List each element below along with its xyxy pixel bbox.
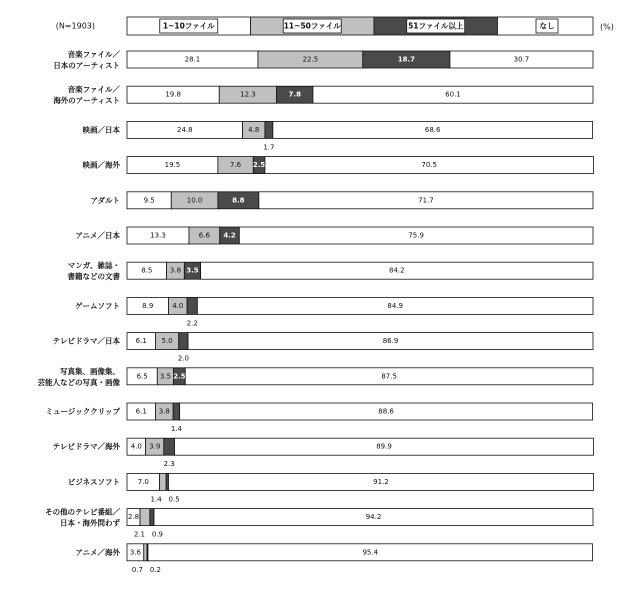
value-label-4-2: 7.6 <box>230 161 242 170</box>
legend-label-2: 11~50ファイル <box>283 21 341 31</box>
value-label-2-4: 60.1 <box>445 90 461 99</box>
value-label-12-2: 3.9 <box>149 442 161 451</box>
value-label-14-2: 2.1 <box>133 530 146 539</box>
sample-size-label: (N=1903) <box>55 21 95 31</box>
category-label-10-line-2: 芸能人などの写真・画像 <box>37 377 120 387</box>
value-label-13-3: 0.5 <box>168 495 180 504</box>
value-label-12-3: 2.3 <box>163 460 175 469</box>
value-label-2-3: 7.8 <box>288 90 301 99</box>
value-label-10-1: 6.5 <box>136 372 148 381</box>
value-label-9-3: 2.0 <box>177 354 189 363</box>
value-label-5-1: 9.5 <box>143 196 155 205</box>
category-label-2-line-2: 海外のアーティスト <box>53 96 120 106</box>
value-label-12-1: 4.0 <box>130 442 142 451</box>
category-label-9: テレビドラマ／日本 <box>52 336 120 346</box>
value-label-6-2: 6.6 <box>198 231 210 240</box>
category-label-3: 映画／日本 <box>82 125 120 135</box>
value-label-9-4: 86.9 <box>382 337 399 346</box>
value-label-2-2: 12.3 <box>240 90 256 99</box>
value-label-15-2: 0.7 <box>131 565 144 574</box>
bar-13-seg-2 <box>160 473 167 490</box>
category-label-14-line-2: 日本・海外問わず <box>60 518 120 528</box>
value-label-8-1: 8.9 <box>142 301 154 310</box>
value-label-11-3: 1.4 <box>170 425 182 433</box>
value-label-3-1: 24.8 <box>176 125 193 134</box>
category-label-1-line-2: 日本のアーティスト <box>53 61 120 70</box>
value-label-8-3: 2.2 <box>186 319 198 328</box>
value-label-3-3: 1.7 <box>263 143 275 152</box>
category-label-2-line-1: 音楽ファイル／ <box>67 85 120 95</box>
value-label-3-4: 68.6 <box>424 125 441 134</box>
category-label-4: 映画／海外 <box>82 160 120 170</box>
value-label-2-1: 19.8 <box>165 90 181 99</box>
value-label-4-1: 19.5 <box>164 161 181 170</box>
value-label-1-1: 28.1 <box>184 55 201 64</box>
value-label-5-4: 71.7 <box>418 196 434 205</box>
value-label-11-4: 88.6 <box>378 407 394 416</box>
value-label-12-4: 89.9 <box>376 442 392 451</box>
bar-12-seg-3 <box>164 438 175 455</box>
value-label-15-4: 95.4 <box>362 548 379 557</box>
bar-14-seg-3 <box>150 509 154 526</box>
value-label-8-4: 84.9 <box>387 301 403 310</box>
bar-3-seg-3 <box>265 121 273 138</box>
value-label-14-3: 0.9 <box>151 530 164 539</box>
value-label-8-2: 4.0 <box>172 301 184 310</box>
value-label-15-3: 0.2 <box>149 565 162 574</box>
value-label-14-4: 94.2 <box>365 513 382 522</box>
value-label-1-4: 30.7 <box>513 55 530 64</box>
value-label-11-2: 3.8 <box>158 407 170 416</box>
value-label-7-2: 3.8 <box>169 266 182 275</box>
value-label-11-1: 6.1 <box>135 407 147 416</box>
value-label-6-4: 75.9 <box>408 231 424 240</box>
bar-14-seg-2 <box>140 509 150 526</box>
value-label-7-4: 84.2 <box>389 266 405 275</box>
category-label-14-line-1: その他のテレビ番組／ <box>45 507 120 517</box>
value-label-10-3: 2.5 <box>173 372 186 381</box>
value-label-7-3: 3.5 <box>186 266 199 275</box>
value-label-4-3: 2.5 <box>252 161 266 170</box>
value-label-13-1: 7.0 <box>137 477 149 486</box>
category-label-8: ゲームソフト <box>75 301 120 311</box>
value-label-10-2: 3.5 <box>159 372 172 381</box>
bar-9-seg-3 <box>179 333 188 350</box>
value-label-15-1: 3.6 <box>129 548 141 557</box>
category-label-1-line-1: 音楽ファイル／ <box>67 50 120 59</box>
legend-label-4: なし <box>539 21 555 31</box>
value-label-14-1: 2.8 <box>127 513 140 522</box>
value-label-10-4: 87.5 <box>381 372 397 381</box>
bar-15-seg-2 <box>144 544 147 561</box>
bar-8-seg-3 <box>187 297 197 314</box>
category-label-7-line-2: 書籍などの文書 <box>67 272 120 282</box>
value-label-5-2: 10.0 <box>186 196 203 205</box>
value-label-13-4: 91.2 <box>373 477 389 486</box>
legend-label-3: 51ファイル以上 <box>408 21 464 31</box>
value-label-1-3: 18.7 <box>397 55 416 64</box>
category-label-5: アダルト <box>90 195 120 205</box>
value-label-6-3: 4.2 <box>223 231 236 240</box>
category-label-7-line-1: マンガ、雑誌・ <box>67 261 120 271</box>
legend-label-1: 1~10ファイル <box>162 21 215 31</box>
value-label-5-3: 8.8 <box>232 196 245 205</box>
category-label-13: ビジネスソフト <box>67 477 120 487</box>
value-label-9-2: 5.0 <box>161 337 173 346</box>
value-label-7-1: 8.5 <box>141 266 153 275</box>
value-label-4-4: 70.5 <box>421 161 437 170</box>
unit-label: (%) <box>600 22 614 32</box>
bar-11-seg-3 <box>173 403 180 420</box>
value-label-13-2: 1.4 <box>150 495 162 504</box>
category-label-6: アニメ／日本 <box>75 231 120 240</box>
value-label-1-2: 22.5 <box>302 55 319 64</box>
category-label-10-line-1: 写真集、画像集、 <box>60 366 120 376</box>
category-label-15: アニメ／海外 <box>75 547 120 557</box>
category-label-11: ミュージッククリップ <box>45 407 120 416</box>
category-label-12: テレビドラマ／海外 <box>52 442 120 452</box>
value-label-3-2: 4.8 <box>248 125 260 134</box>
value-label-9-1: 6.1 <box>135 337 147 346</box>
value-label-6-1: 13.3 <box>150 231 166 240</box>
